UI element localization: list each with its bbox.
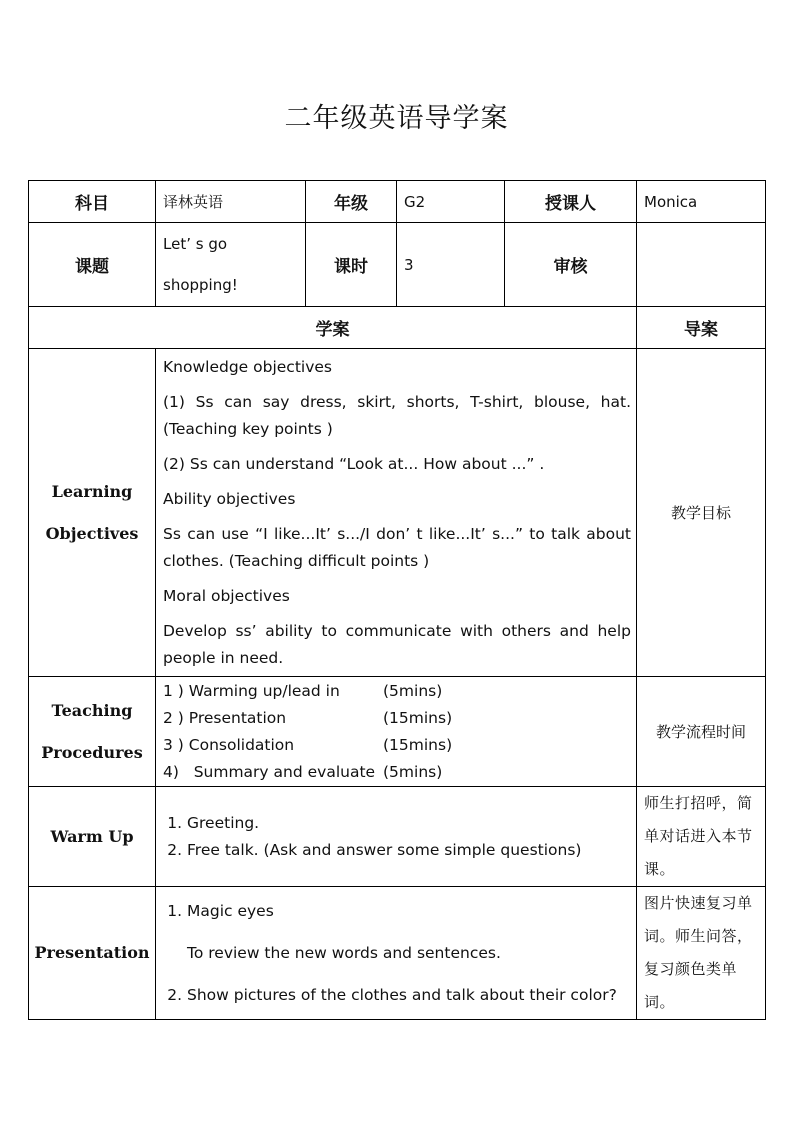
- presentation-content: [156, 887, 637, 1020]
- teacher-value: Monica: [637, 181, 766, 223]
- review-label: 审核: [505, 223, 637, 307]
- warm-up-list: [163, 810, 631, 864]
- note-line: 复习颜色类单: [644, 960, 738, 978]
- moral-heading: Moral objectives: [163, 586, 290, 605]
- moral-item-1: Develop ss’ ability to communicate with others and help people in need.: [163, 621, 631, 667]
- knowledge-item-2: (2) Ss can understand “Look at... How about ...” .: [163, 454, 545, 473]
- procedure-time: (15mins): [383, 735, 453, 754]
- guide-column-header: 导案: [637, 307, 766, 349]
- note-line: 单对话进入本节: [644, 827, 753, 845]
- warm-up-content: [156, 787, 637, 887]
- warm-up-label: Warm Up: [29, 787, 156, 887]
- procedure-step: 4) Summary and evaluate: [163, 762, 376, 781]
- topic-line-2: shopping!: [163, 275, 238, 294]
- list-item: 2. Show pictures of the clothes and talk about their color?: [187, 974, 631, 1016]
- review-value: [637, 223, 766, 307]
- note-line: 词。: [644, 993, 676, 1011]
- list-item: [187, 890, 631, 974]
- topic-label: 课题: [29, 223, 156, 307]
- ability-heading: Ability objectives: [163, 489, 296, 508]
- header-row-2: [29, 223, 766, 307]
- lesson-plan-table: [28, 180, 766, 1020]
- procedure-time: (15mins): [383, 708, 453, 727]
- knowledge-heading: Knowledge objectives: [163, 357, 332, 376]
- period-label: 课时: [306, 223, 397, 307]
- knowledge-item-1: (1) Ss can say dress, skirt, shorts, T-shirt, blouse, hat. (Teaching key points ): [163, 392, 631, 438]
- learning-objectives-content: [156, 349, 637, 677]
- presentation-label: Presentation: [29, 887, 156, 1020]
- note-line: 师生打招呼，简: [644, 794, 753, 812]
- grade-label: 年级: [306, 181, 397, 223]
- learning-objectives-row: [29, 349, 766, 677]
- procedure-item: [163, 732, 631, 759]
- grade-value: G2: [397, 181, 505, 223]
- procedure-item: [163, 759, 631, 786]
- presentation-list: [163, 890, 631, 1016]
- procedures-label-line-1: Teaching: [51, 700, 133, 720]
- topic-value: [156, 223, 306, 307]
- period-value: 3: [397, 223, 505, 307]
- warm-up-guide-note: [637, 787, 766, 887]
- procedure-time: (5mins): [383, 681, 443, 700]
- procedure-item: [163, 678, 631, 705]
- note-line: 图片快速复习单: [644, 894, 753, 912]
- procedure-step: 1 ) Warming up/lead in: [163, 681, 340, 700]
- list-item: 2. Free talk. (Ask and answer some simple questions): [187, 837, 631, 864]
- topic-line-1: Let’ s go: [163, 234, 228, 253]
- column-header-row: [29, 307, 766, 349]
- presentation-item-1: 1. Magic eyes: [187, 902, 274, 920]
- study-column-header: 学案: [29, 307, 637, 349]
- procedure-item: [163, 705, 631, 732]
- procedures-label-line-2: Procedures: [41, 742, 143, 762]
- teaching-procedures-content: [156, 677, 637, 787]
- warm-up-row: [29, 787, 766, 887]
- teaching-procedures-row: [29, 677, 766, 787]
- teaching-procedures-label: [29, 677, 156, 787]
- presentation-item-1-detail: To review the new words and sentences.: [187, 944, 501, 962]
- learning-label-line-1: Learning: [51, 481, 133, 501]
- header-row-1: [29, 181, 766, 223]
- subject-value: 译林英语: [156, 181, 306, 223]
- presentation-row: [29, 887, 766, 1020]
- teacher-label: 授课人: [505, 181, 637, 223]
- procedure-step: 2 ) Presentation: [163, 708, 287, 727]
- note-line: 课。: [644, 860, 676, 878]
- note-line: 词。师生问答，: [644, 927, 753, 945]
- procedures-guide-note: 教学流程时间: [637, 677, 766, 787]
- page-title: 二年级英语导学案: [284, 103, 509, 134]
- procedure-time: (5mins): [383, 762, 443, 781]
- ability-item-1: Ss can use “I like...It’ s.../I don’ t like...It’ s...” to talk about clothes. (Teaching difficult points ): [163, 524, 631, 570]
- list-item: 1. Greeting.: [187, 810, 631, 837]
- subject-label: 科目: [29, 181, 156, 223]
- learning-objectives-label: [29, 349, 156, 677]
- learning-guide-note: 教学目标: [637, 349, 766, 677]
- learning-label-line-2: Objectives: [45, 523, 139, 543]
- procedure-step: 3 ) Consolidation: [163, 735, 295, 754]
- presentation-guide-note: [637, 887, 766, 1020]
